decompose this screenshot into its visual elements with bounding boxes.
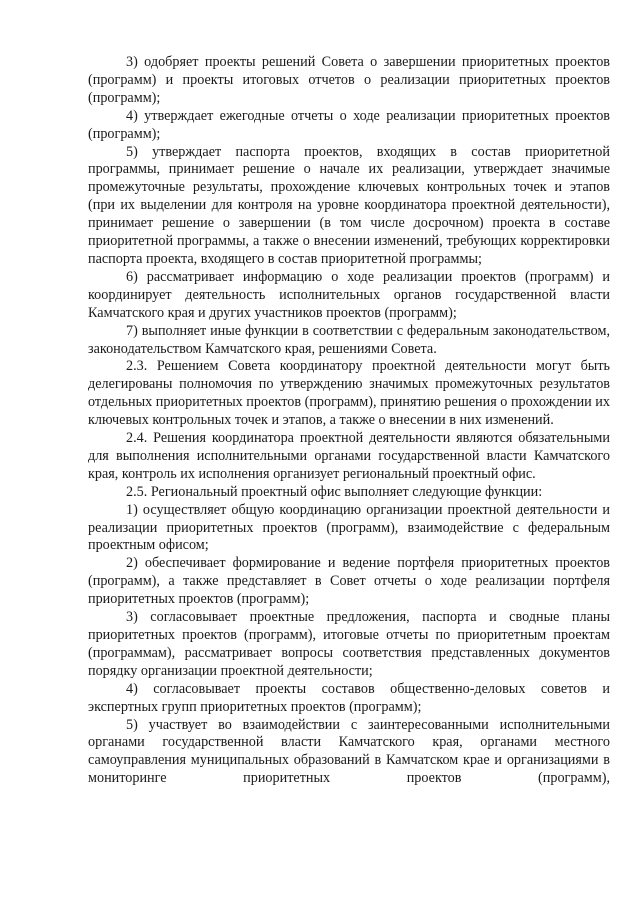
paragraph-section-2-5: 2.5. Региональный проектный офис выполняет следующие функции: [126, 483, 543, 500]
paragraph-item-3: 3) одобряет проекты решений Совета о завершении приоритетных проектов (программ) и проекты итоговых отчетов о реализации приоритетных проектов (программ); [88, 54, 610, 106]
paragraph-office-item-5: 5) участвует во взаимодействии с заинтересованными исполнительными органами государственной власти Камчатского края, органами местного самоуправления муниципальных образований в Камчатском крае и организациями в мониторинге приоритетных проектов (программ), [88, 716, 610, 787]
paragraph-office-item-1: 1) осуществляет общую координацию организации проектной деятельности и реализации приоритетных проектов (программ), взаимодействие с федеральным проектным офисом; [88, 501, 610, 554]
document-page [88, 54, 610, 788]
paragraph-item-5: 5) утверждает паспорта проектов, входящих в состав приоритетной программы, принимает решение о начале их реализации, утверждает значимые промежуточные результаты, прохождение ключевых контрольных точек и этапов (при их выделении для контроля на уровне координатора проектной деятельности), принимает решение о завершении (в том числе досрочном) проекта в составе приоритетной программы, а также о внесении изменений, требующих корректировки паспорта проекта, входящего в состав приоритетной программы; [88, 143, 610, 267]
paragraph-item-7: 7) выполняет иные функции в соответствии с федеральным законодательством, законодательством Камчатского края, решениями Совета. [88, 322, 610, 357]
paragraph-office-item-2: 2) обеспечивает формирование и ведение портфеля приоритетных проектов (программ), а также представляет в Совет отчеты о ходе реализации портфеля приоритетных проектов (программ); [88, 555, 610, 608]
paragraph-item-6: 6) рассматривает информацию о ходе реализации проектов (программ) и координирует деятельность исполнительных органов государственной власти Камчатского края и других участников проектов (программ); [88, 268, 610, 321]
paragraph-office-item-3: 3) согласовывает проектные предложения, паспорта и сводные планы приоритетных проектов (программ), итоговые отчеты по приоритетным проектам (программам), рассматривает вопросы соответствия представленных документов порядку организации проектной деятельности; [88, 609, 610, 679]
paragraph-section-2-4: 2.4. Решения координатора проектной деятельности являются обязательными для выполнения исполнительными органами государственной власти Камчатского края, контроль их исполнения организует региональный проектный офис. [88, 430, 610, 482]
paragraph-office-item-4: 4) согласовывает проекты составов общественно-деловых советов и экспертных групп приоритетных проектов (программ); [88, 680, 610, 715]
paragraph-item-4: 4) утверждает ежегодные отчеты о ходе реализации приоритетных проектов (программ); [88, 107, 610, 142]
paragraph-section-2-3: 2.3. Решением Совета координатору проектной деятельности могут быть делегированы полномочия по утверждению значимых промежуточных результатов отдельных приоритетных проектов (программ), принятию решения о прохождении их ключевых контрольных точек и этапов, а также о внесении в них изменений. [88, 358, 610, 429]
